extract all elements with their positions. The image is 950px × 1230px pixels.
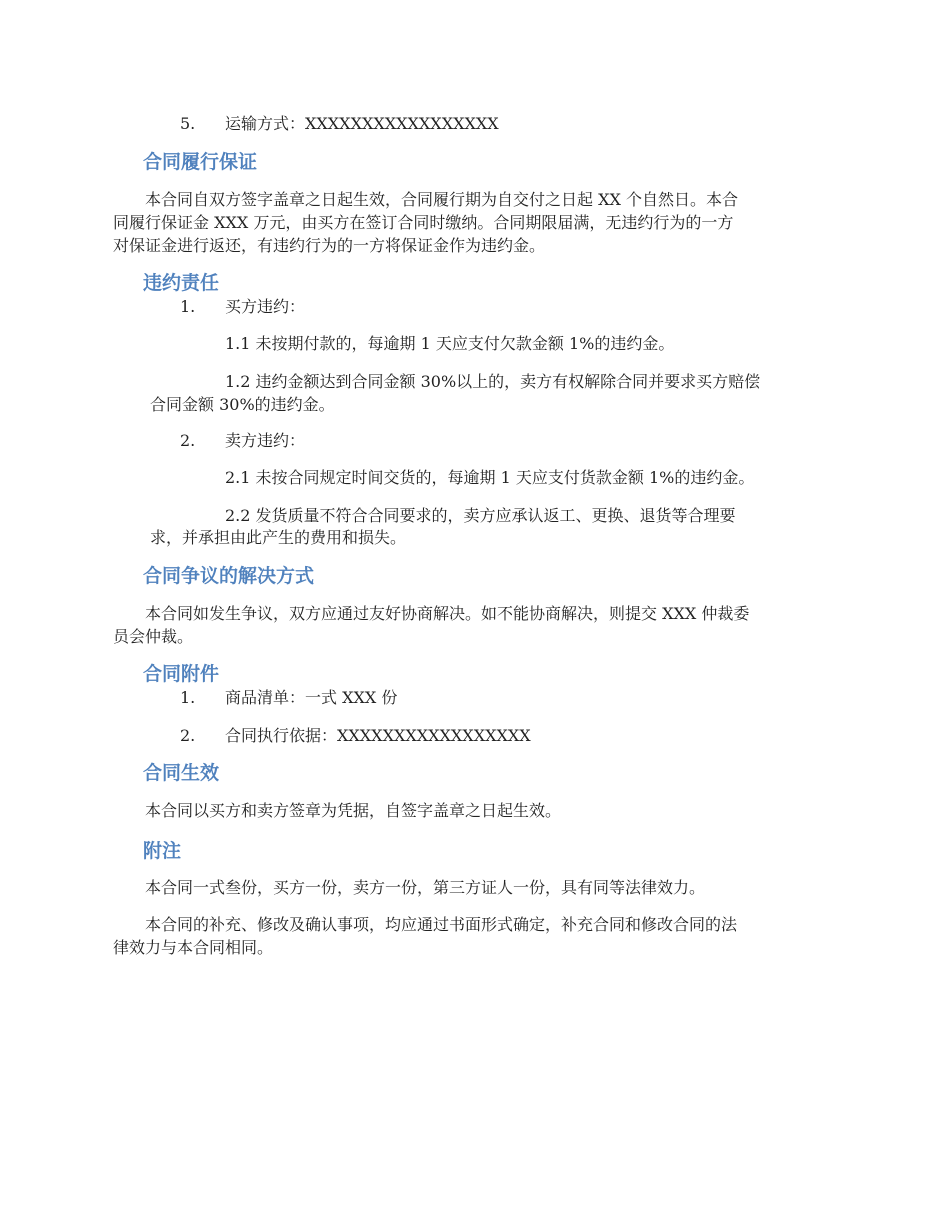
list-number: 1. — [180, 688, 196, 707]
section-heading-notes: 附注 — [143, 840, 182, 862]
seller-breach-label: 卖方违约： — [225, 431, 306, 450]
clause-1-2-line-1: 1.2 违约金额达到合同金额 30%以上的，卖方有权解除合同并要求买方赔偿 — [225, 372, 761, 391]
section-heading-breach: 违约责任 — [143, 272, 220, 294]
attachment-item: 合同执行依据：XXXXXXXXXXXXXXXXX — [225, 726, 531, 745]
guarantee-line-1: 本合同自双方签字盖章之日起生效，合同履行期为自交付之日起 XX 个自然日。本合 — [145, 190, 738, 209]
list-number: 2. — [180, 431, 196, 450]
list-number: 1. — [180, 297, 196, 316]
clause-2-2-line-2: 求，并承担由此产生的费用和损失。 — [150, 528, 407, 547]
attachment-item: 商品清单：一式 XXX 份 — [225, 688, 398, 707]
notes-paragraph-2-line-1: 本合同的补充、修改及确认事项，均应通过书面形式确定，补充合同和修改合同的法 — [145, 915, 738, 934]
clause-2-2-line-1: 2.2 发货质量不符合合同要求的，卖方应承认返工、更换、退货等合理要 — [225, 506, 736, 525]
clause-1-2-line-2: 合同金额 30%的违约金。 — [150, 395, 335, 414]
section-heading-guarantee: 合同履行保证 — [143, 151, 258, 173]
section-heading-dispute: 合同争议的解决方式 — [143, 565, 315, 587]
guarantee-line-3: 对保证金进行返还，有违约行为的一方将保证金作为违约金。 — [113, 236, 546, 255]
clause-2-1: 2.1 未按合同规定时间交货的，每逾期 1 天应支付货款金额 1%的违约金。 — [225, 468, 755, 487]
section-heading-effect: 合同生效 — [143, 762, 220, 784]
guarantee-line-2: 同履行保证金 XXX 万元，由买方在签订合同时缴纳。合同期限届满，无违约行为的一方 — [113, 213, 734, 232]
notes-paragraph-2-line-2: 律效力与本合同相同。 — [113, 938, 274, 957]
clause-1-1: 1.1 未按期付款的，每逾期 1 天应支付欠款金额 1%的违约金。 — [225, 334, 675, 353]
section-heading-attachments: 合同附件 — [143, 663, 220, 685]
dispute-line-2: 员会仲裁。 — [113, 627, 194, 646]
effect-text: 本合同以买方和卖方签章为凭据，自签字盖章之日起生效。 — [145, 801, 562, 820]
buyer-breach-label: 买方违约： — [225, 297, 306, 316]
list-number: 5. — [180, 114, 196, 133]
list-number: 2. — [180, 726, 196, 745]
dispute-line-1: 本合同如发生争议，双方应通过友好协商解决。如不能协商解决，则提交 XXX 仲裁委 — [145, 604, 750, 623]
notes-paragraph-1: 本合同一式叁份，买方一份，卖方一份，第三方证人一份，具有同等法律效力。 — [145, 878, 706, 897]
transport-method-item: 运输方式：XXXXXXXXXXXXXXXXX — [225, 114, 499, 133]
